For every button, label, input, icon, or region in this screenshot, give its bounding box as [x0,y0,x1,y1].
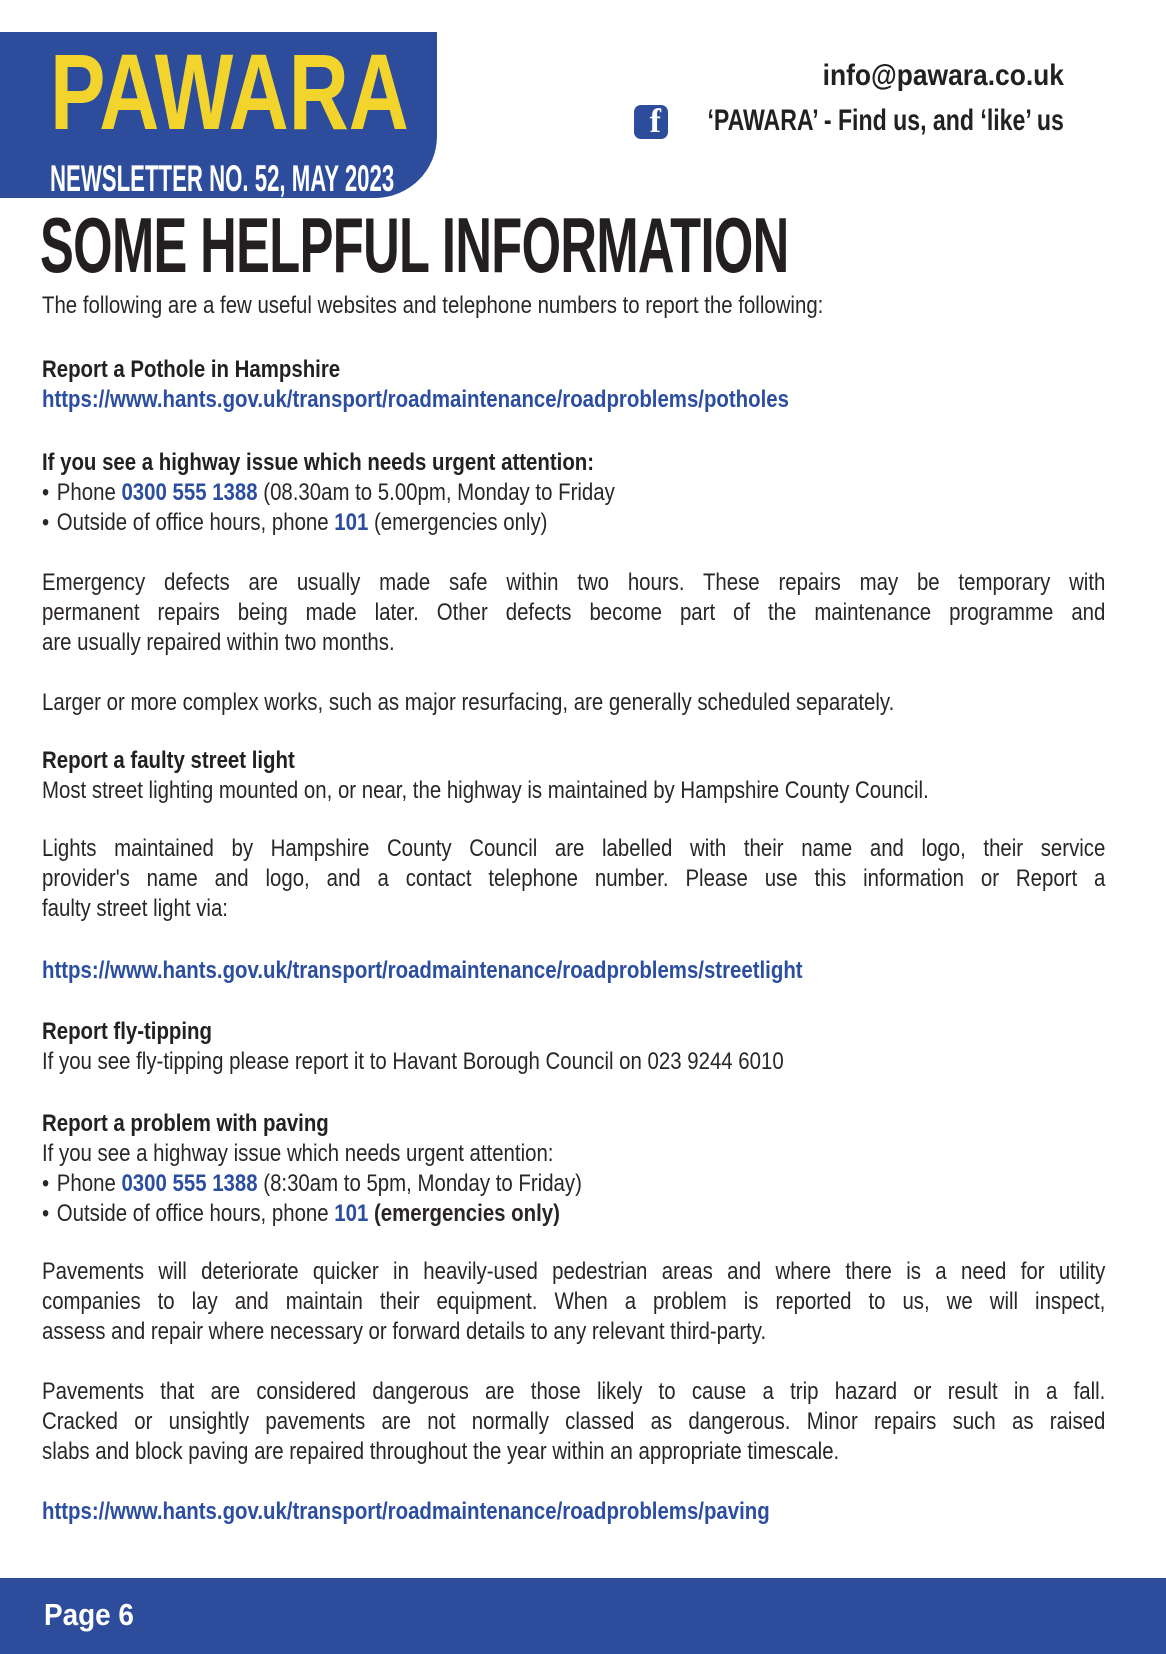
bullet-text: Outside of office hours, phone [56,1200,335,1227]
paragraph-pavements-deteriorate [42,1257,1105,1347]
paragraph-line: permanent repairs being made later. Other defects become part of the maintenance programme and [42,599,1106,626]
paving-body: If you see a highway issue which needs urgent attention: [42,1140,554,1167]
bullet-phone-daytime-paving [42,1169,1105,1199]
article-body [42,291,1105,1527]
bullet-glyph: • [42,1200,50,1227]
paragraph-emergency-defects [42,568,1105,658]
link-streetlight[interactable]: https://www.hants.gov.uk/transport/roadmaintenance/roadproblems/streetlight [42,957,803,984]
bullet-glyph: • [42,1170,50,1197]
bullet-text: (8:30am to 5pm, Monday to Friday) [257,1170,582,1197]
bullet-text: Outside of office hours, phone [56,509,335,536]
street-light-body: Most street lighting mounted on, or near, the highway is maintained by Hampshire County Council. [42,777,929,804]
bullet-text: Phone [56,1170,122,1197]
bullet-text: (emergencies only) [368,1200,560,1227]
phone-number: 101 [334,509,369,536]
heading-paving: Report a problem with paving [42,1110,329,1137]
link-potholes[interactable]: https://www.hants.gov.uk/transport/roadmaintenance/roadproblems/potholes [42,386,789,413]
paragraph-line: provider's name and logo, and a contact telephone number. Please use this information or Report a [42,865,1106,892]
link-paving[interactable]: https://www.hants.gov.uk/transport/roadmaintenance/roadproblems/paving [42,1498,770,1525]
fly-tipping-body: If you see fly-tipping please report it to Havant Borough Council on 023 9244 6010 [42,1048,784,1075]
bullet-text: (emergencies only) [368,509,548,536]
paragraph-pavements-dangerous [42,1377,1105,1467]
paragraph-line: faulty street light via: [42,895,228,922]
bullet-text: (08.30am to 5.00pm, Monday to Friday [257,479,615,506]
intro-paragraph: The following are a few useful websites and telephone numbers to report the following: [42,292,824,319]
newsletter-logo-box [0,32,437,198]
paragraph-line: Emergency defects are usually made safe within two hours. These repairs may be temporary with [42,569,1106,596]
bullet-glyph: • [42,509,50,536]
bullet-glyph: • [42,479,50,506]
heading-street-light: Report a faulty street light [42,747,295,774]
facebook-icon [634,105,668,139]
phone-number: 0300 555 1388 [121,479,258,506]
header-contact-block [504,58,1064,158]
paragraph-line: Pavements will deteriorate quicker in heavily-used pedestrian areas and where there is a need for utility [42,1258,1106,1285]
facebook-f-glyph: f [649,105,661,139]
bullet-phone-emergency [42,508,1105,538]
bullet-text: Phone [56,479,122,506]
paragraph-line: assess and repair where necessary or forward details to any relevant third-party. [42,1318,767,1345]
newsletter-issue-label: NEWSLETTER NO. 52, MAY 2023 [50,158,395,199]
heading-fly-tipping: Report fly-tipping [42,1018,212,1045]
paragraph-line: Lights maintained by Hampshire County Council are labelled with their name and logo, their service [42,835,1106,862]
contact-email: info@pawara.co.uk [822,59,1064,92]
phone-number: 101 [334,1200,369,1227]
paragraph-complex-works: Larger or more complex works, such as major resurfacing, are generally scheduled separately. [42,689,895,716]
heading-report-pothole: Report a Pothole in Hampshire [42,356,341,383]
bullet-phone-emergency-paving [42,1199,1105,1229]
paragraph-lights-maintained [42,834,1105,924]
paragraph-line: companies to lay and maintain their equipment. When a problem is reported to us, we will inspect, [42,1288,1106,1315]
paragraph-line: Cracked or unsightly pavements are not normally classed as dangerous. Minor repairs such as raised [42,1408,1106,1435]
phone-number: 0300 555 1388 [121,1170,258,1197]
paragraph-line: Pavements that are considered dangerous are those likely to cause a trip hazard or result in a fall. [42,1378,1106,1405]
paragraph-line: are usually repaired within two months. [42,629,395,656]
newsletter-logo-title: PAWARA [50,31,409,152]
footer-bar [0,1578,1166,1654]
page-title: SOME HELPFUL INFORMATION [40,201,789,289]
paragraph-line: slabs and block paving are repaired throughout the year within an appropriate timescale. [42,1438,840,1465]
bullet-phone-daytime [42,478,1105,508]
page-number-label: Page 6 [44,1597,134,1632]
heading-highway-issue: If you see a highway issue which needs urgent attention: [42,449,595,476]
facebook-label: ‘PAWARA’ - Find us, and ‘like’ us [707,104,1064,137]
